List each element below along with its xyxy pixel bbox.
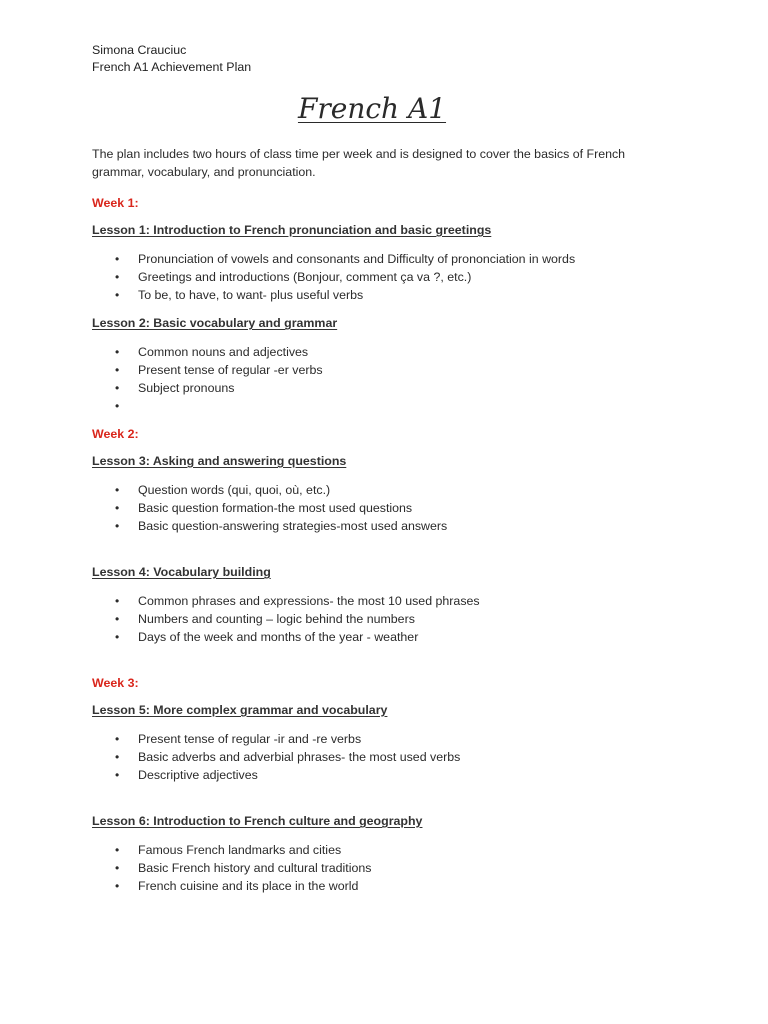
intro-paragraph: The plan includes two hours of class time per week and is designed to cover the basics of French grammar, vocabulary, and pronunciation. [92,147,626,179]
bullet-icon: • [115,501,120,515]
lesson-2-list [92,343,692,415]
document-title: French A1 [297,92,447,125]
document-page [92,42,692,906]
lesson-4-list [92,592,692,646]
bullet-icon: • [115,345,120,359]
lesson-2-heading: Lesson 2: Basic vocabulary and grammar [92,316,338,330]
lesson-4-heading: Lesson 4: Vocabulary building [92,565,271,579]
bullet-icon: • [115,483,120,497]
list-item: • Basic question formation-the most used questions [115,501,413,515]
lesson-5-heading: Lesson 5: More complex grammar and vocabulary [92,703,388,717]
list-item: • Present tense of regular -er verbs [115,363,323,377]
bullet-icon: • [115,630,120,644]
list-item: • Basic adverbs and adverbial phrases- the most used verbs [115,750,461,764]
lesson-1-heading: Lesson 1: Introduction to French pronunciation and basic greetings [92,223,492,237]
list-item [92,397,692,415]
bullet-icon: • [115,519,120,533]
bullet-icon: • [115,381,120,395]
lesson-3-list [92,481,692,535]
list-item: • To be, to have, to want- plus useful verbs [115,288,364,302]
bullet-icon: • [115,732,120,746]
list-item: • Numbers and counting – logic behind the numbers [115,612,415,626]
list-item: • French cuisine and its place in the world [115,879,359,893]
list-item: • Greetings and introductions (Bonjour, comment ça va ?, etc.) [115,270,472,284]
lesson-6-heading: Lesson 6: Introduction to French culture and geography [92,814,423,828]
list-item: • Descriptive adjectives [115,768,258,782]
bullet-icon: • [115,288,120,302]
list-item: • Famous French landmarks and cities [115,843,342,857]
list-item: • Subject pronouns [115,381,235,395]
bullet-icon: • [115,843,120,857]
list-item: • Question words (qui, quoi, où, etc.) [115,483,331,497]
week-3-heading: Week 3: [92,676,139,690]
bullet-icon: • [115,861,120,875]
list-item: • Days of the week and months of the year - weather [115,630,419,644]
bullet-icon: • [115,750,120,764]
plan-name: French A1 Achievement Plan [92,60,252,74]
bullet-icon: • [115,768,120,782]
lesson-5-list [92,730,692,784]
bullet-icon: • [115,612,120,626]
lesson-6-list [92,841,692,895]
week-2-heading: Week 2: [92,427,139,441]
week-1-heading: Week 1: [92,196,139,210]
lesson-1-list [92,250,692,304]
bullet-icon: • [115,270,120,284]
bullet-icon: • [115,594,120,608]
spacer [92,795,692,813]
spacer [92,546,692,564]
list-item: • Common phrases and expressions- the most 10 used phrases [115,594,480,608]
list-item: • Present tense of regular -ir and -re verbs [115,732,362,746]
bullet-icon: • [115,879,120,893]
bullet-icon: • [115,399,120,413]
bullet-icon: • [115,363,120,377]
list-item: • Common nouns and adjectives [115,345,309,359]
author-name: Simona Crauciuc [92,43,187,57]
bullet-icon: • [115,252,120,266]
list-item: • Basic French history and cultural traditions [115,861,372,875]
lesson-3-heading: Lesson 3: Asking and answering questions [92,454,347,468]
list-item: • Pronunciation of vowels and consonants and Difficulty of prononciation in words [115,252,576,266]
spacer [92,657,692,675]
list-item: • Basic question-answering strategies-most used answers [115,519,448,533]
